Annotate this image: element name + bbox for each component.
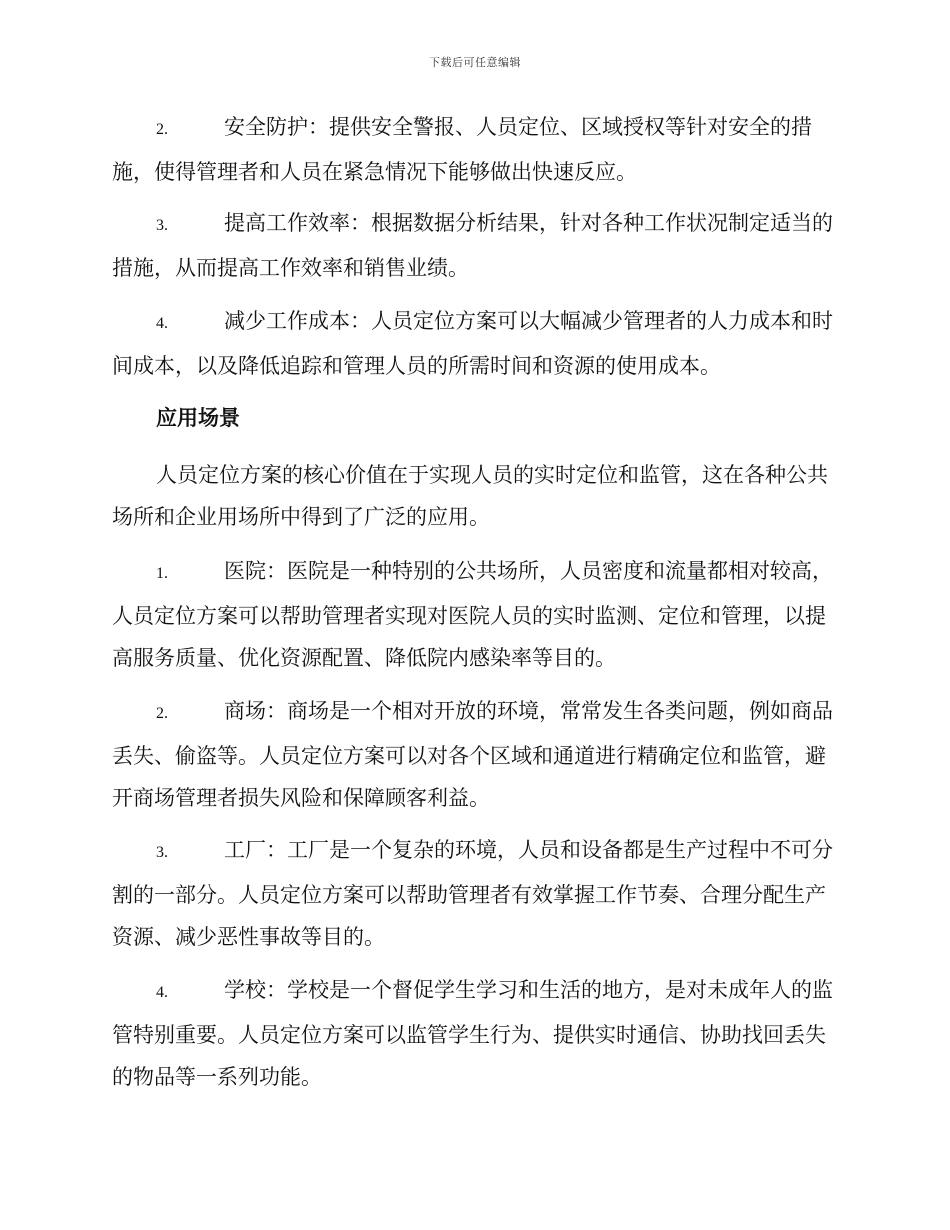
list-number: 4. bbox=[156, 315, 168, 332]
list-text: 学校：学校是一个督促学生学习和生活的地方，是对未成年人的监管特别重要。人员定位方案可以监管学生行为、提供实时通信、协助找回丢失的物品等一系列功能。 bbox=[112, 978, 833, 1089]
list-text: 提高工作效率：根据数据分析结果，针对各种工作状况制定适当的措施，从而提高工作效率和销售业绩。 bbox=[112, 211, 833, 280]
list-number: 3. bbox=[156, 217, 168, 234]
list-number: 2. bbox=[156, 705, 168, 722]
list-text: 医院：医院是一种特别的公共场所，人员密度和流量都相对较高，人员定位方案可以帮助管理者实现对医院人员的实时监测、定位和管理，以提高服务质量、优化资源配置、降低院内感染率等目的。 bbox=[112, 559, 833, 670]
list-item bbox=[112, 829, 836, 958]
list-number: 4. bbox=[156, 984, 168, 1001]
intro-text: 人员定位方案的核心价值在于实现人员的实时定位和监管，这在各种公共场所和企业用场所中得到了广泛的应用。 bbox=[112, 463, 828, 529]
list-item bbox=[112, 690, 836, 819]
list-text: 安全防护：提供安全警报、人员定位、区域授权等针对安全的措施，使得管理者和人员在紧急情况下能够做出快速反应。 bbox=[112, 115, 812, 184]
list-number: 3. bbox=[156, 844, 168, 861]
list-item bbox=[112, 969, 836, 1098]
list-text: 工厂：工厂是一个复杂的环境，人员和设备都是生产过程中不可分割的一部分。人员定位方案可以帮助管理者有效掌握工作节奏、合理分配生产资源、减少恶性事故等目的。 bbox=[112, 838, 833, 949]
list-item bbox=[112, 106, 836, 193]
section-heading: 应用场景 bbox=[156, 406, 240, 430]
page-header-note: 下载后可任意编辑 bbox=[429, 56, 521, 69]
list-item bbox=[112, 300, 836, 387]
list-number: 1. bbox=[156, 565, 168, 582]
intro-paragraph bbox=[112, 454, 836, 538]
list-text: 商场：商场是一个相对开放的环境，常常发生各类问题，例如商品丢失、偷盗等。人员定位方案可以对各个区域和通道进行精确定位和监管，避开商场管理者损失风险和保障顾客利益。 bbox=[112, 699, 833, 810]
list-text: 减少工作成本：人员定位方案可以大幅减少管理者的人力成本和时间成本，以及降低追踪和管理人员的所需时间和资源的使用成本。 bbox=[112, 309, 833, 378]
list-number: 2. bbox=[156, 121, 168, 138]
list-item bbox=[112, 550, 836, 679]
list-item bbox=[112, 202, 836, 289]
